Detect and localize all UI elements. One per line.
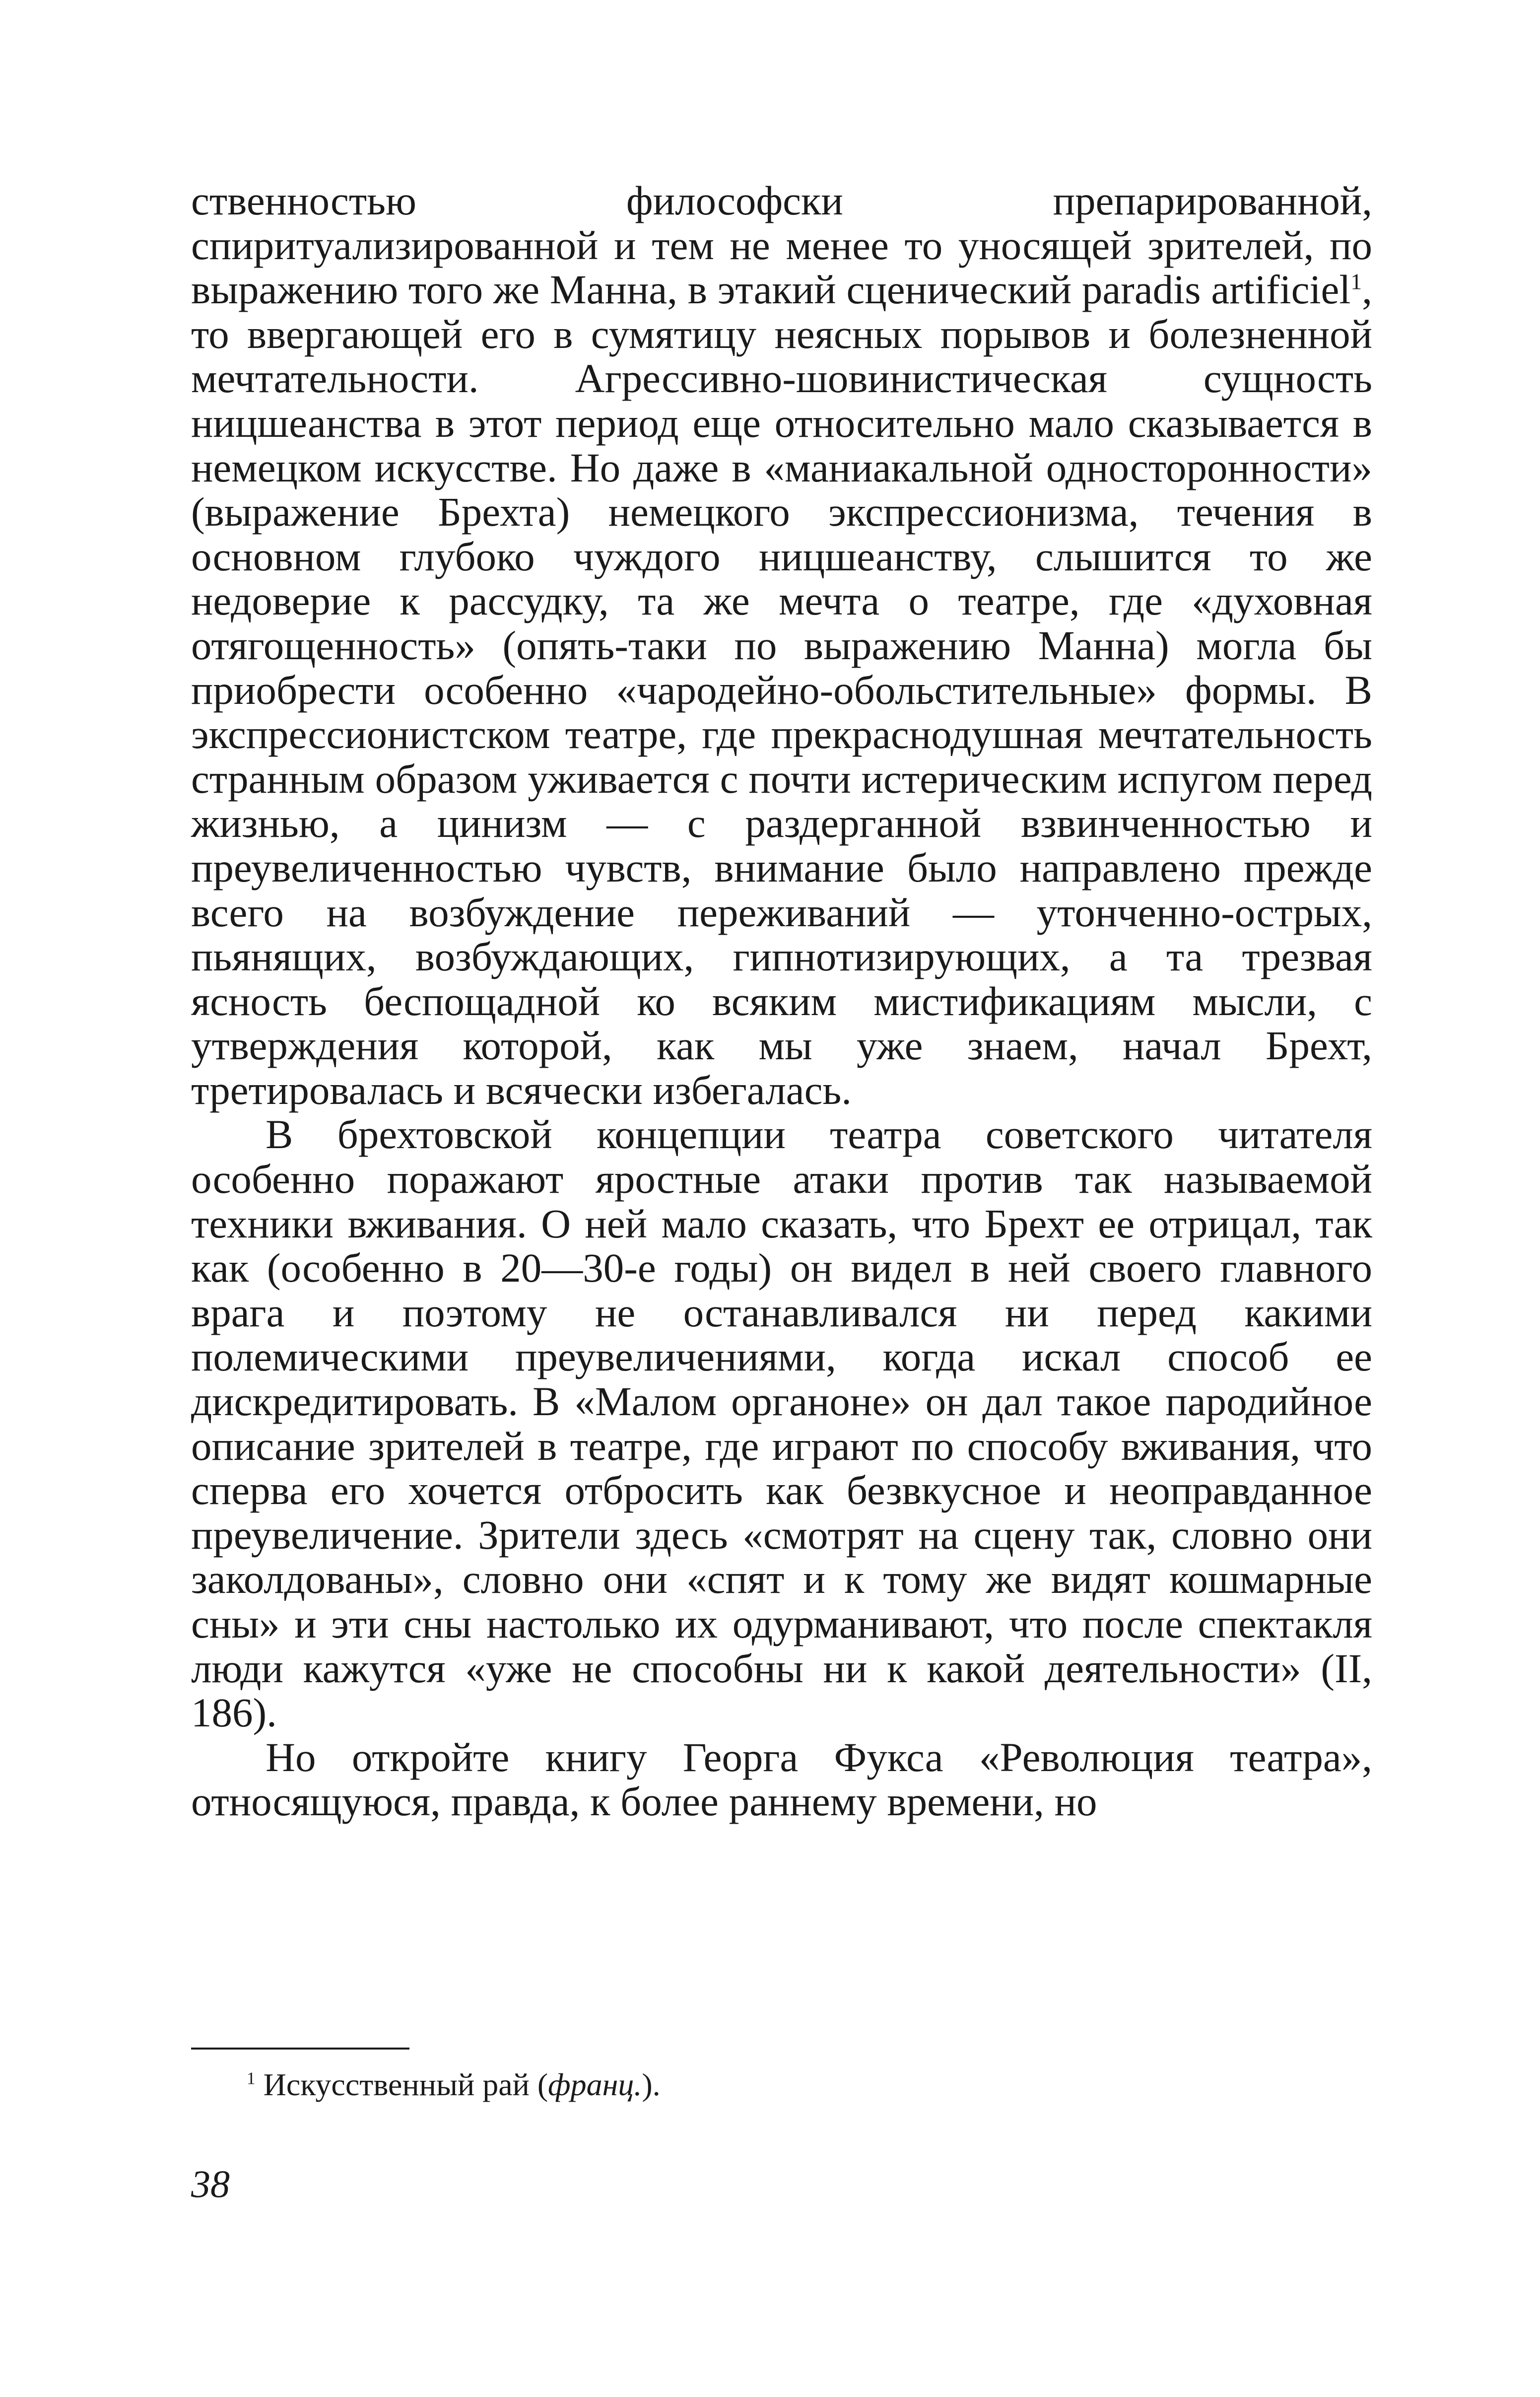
footnote-text: Искусственный рай ( [263, 2067, 548, 2102]
footnote-reference: 1 [1350, 269, 1362, 294]
page-number: 38 [191, 2162, 230, 2205]
footnote-italic: франц. [548, 2067, 642, 2102]
footnote-marker: 1 [247, 2068, 256, 2088]
main-text [191, 179, 1372, 1824]
paragraph-1 [191, 179, 1372, 1112]
paragraph-1-part-1: ственностью философски препарированной, спиритуализированной и тем не менее то уносящей зрителей, по выражению того же Манна, в этакий сценический paradis artificiel [191, 178, 1372, 313]
paragraph-1-part-2: , то ввергающей его в сумятицу неясных порывов и болезненной мечтательности. Агрессивно-шовинистическая сущность ницшеанства в этот период еще относительно мало сказывается в немецком искусстве. Но даже в «маниакальной односторонности» (выражение Брехта) немецкого экспрессионизма, течения в основном глубоко чуждого ницшеанству, слышится то же недоверие к рассудку, та же мечта о театре, где «духовная отягощенность» (опять-таки по выражению Манна) могла бы приобрести особенно «чародейно-обольстительные» формы. В экспрессионистском театре, где прекраснодушная мечтательность странным образом уживается с почти истерическим испугом перед жизнью, а цинизм — с раздерганной взвинченностью и преувеличенностью чувств, внимание было направлено прежде всего на возбуждение переживаний — утонченно-острых, пьянящих, возбуждающих, гипнотизирующих, а та трезвая ясность беспощадной ко всяким мистификациям мысли, с утверждения которой, как мы уже знаем, начал Брехт, третировалась и всячески избегалась. [191, 267, 1372, 1113]
paragraph-2: В брехтовской концепции театра советского читателя особенно поражают яростные атаки против так называемой техники вживания. О ней мало сказать, что Брехт ее отрицал, так как (особенно в 20—30-е годы) он видел в ней своего главного врага и поэтому не останавливался ни перед какими полемическими преувеличениями, когда искал способ ее дискредитировать. В «Малом органоне» он дал такое пародийное описание зрителей в театре, где играют по способу вживания, что сперва его хочется отбросить как безвкусное и неоправданное преувеличение. Зрители здесь «смотрят на сцену так, словно они заколдованы», словно они «спят и к тому же видят кошмарные сны» и эти сны настолько их одурманивают, что после спектакля люди кажутся «уже не способны ни к какой деятельности» (II, 186). [191, 1111, 1372, 1736]
footnote-close: ). [642, 2067, 661, 2102]
paragraph-3: Но откройте книгу Георга Фукса «Революция театра», относящуюся, правда, к более раннему времени, но [191, 1734, 1372, 1825]
footnote [247, 2065, 661, 2105]
footnote-divider [191, 2048, 409, 2050]
